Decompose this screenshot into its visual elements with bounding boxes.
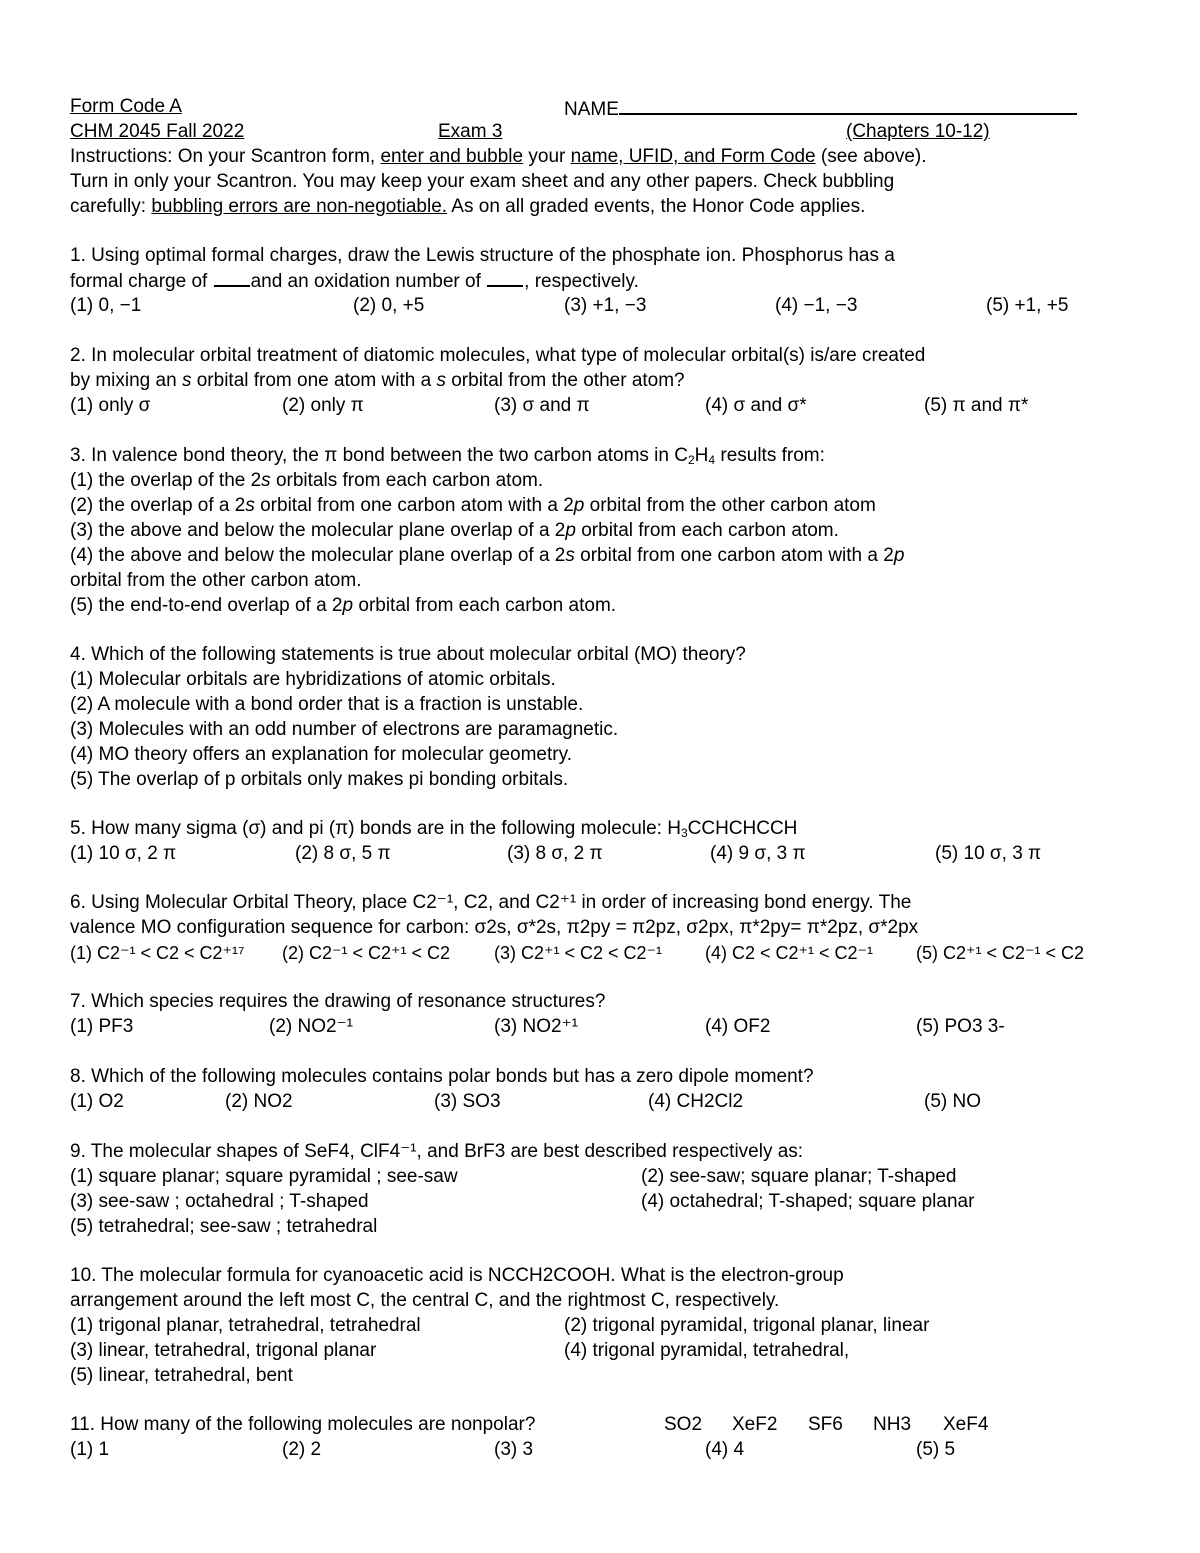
q1-stem-2 [70, 269, 639, 295]
q7-option-4: (4) OF2 [705, 1016, 771, 1037]
instr-text: As on all graded events, the Honor Code applies. [447, 196, 866, 217]
q3-italic: s [261, 470, 271, 491]
q9-option-4: (4) octahedral; T-shaped; square planar [641, 1191, 975, 1212]
q2-option-3: (3) σ and π [494, 395, 590, 416]
q3-text: (4) the above and below the molecular plane overlap of a 2 [70, 545, 566, 566]
q2-option-2: (2) only π [282, 395, 364, 416]
q9-options-row-2 [70, 1190, 1130, 1215]
q5-option-4: (4) 9 σ, 3 π [710, 843, 806, 864]
q10-option-3: (3) linear, tetrahedral, trigonal planar [70, 1340, 377, 1361]
q10-option-2: (2) trigonal pyramidal, trigonal planar, linear [564, 1315, 930, 1336]
q6-option-1: (1) C2⁻¹ < C2 < C2⁺¹⁷ [70, 943, 245, 963]
q1-option-2: (2) 0, +5 [353, 295, 425, 316]
q3-italic: s [565, 545, 575, 566]
q4-option-3: (3) Molecules with an odd number of electrons are paramagnetic. [70, 719, 619, 740]
q3-text: orbital from each carbon atom. [575, 520, 839, 541]
q3-stem [70, 444, 825, 469]
q11-molecule-2: XeF2 [732, 1414, 778, 1435]
q3-text: (3) the above and below the molecular plane overlap of a 2 [70, 520, 566, 541]
q10-options-row-2 [70, 1339, 1130, 1364]
form-code: Form Code A [70, 96, 182, 117]
q6-option-5: (5) C2⁺¹ < C2⁻¹ < C2 [916, 943, 1085, 963]
instructions-line-2: Turn in only your Scantron. You may keep your exam sheet and any other papers. Check bubbling [70, 171, 895, 192]
q3-italic: p [342, 595, 354, 616]
q2-italic: s [181, 370, 192, 391]
q1-option-1: (1) 0, −1 [70, 295, 142, 316]
q5-options [70, 842, 1130, 867]
q1-option-3: (3) +1, −3 [564, 295, 647, 316]
q11-molecule-3: SF6 [808, 1414, 843, 1435]
q8-option-5: (5) NO [924, 1091, 981, 1112]
q5-stem [70, 817, 797, 842]
q3-text: orbital from each carbon atom. [353, 595, 617, 616]
q5-text: 5. How many sigma (σ) and pi (π) bonds are in the following molecule: H [70, 818, 681, 839]
header-row-1 [70, 95, 619, 120]
instructions-line-1 [70, 145, 927, 170]
q8-option-4: (4) CH2Cl2 [648, 1091, 744, 1112]
q8-option-2: (2) NO2 [225, 1091, 293, 1112]
q6-stem-1: 6. Using Molecular Orbital Theory, place C2⁻¹, C2, and C2⁺¹ in order of increasing bond energy. The [70, 892, 912, 913]
q3-text: H [694, 445, 709, 466]
q5-option-1: (1) 10 σ, 2 π [70, 843, 177, 864]
q3-option-4-cont: orbital from the other carbon atom. [70, 570, 362, 591]
q2-option-4: (4) σ and σ* [705, 395, 807, 416]
instr-text: carefully: [70, 196, 152, 217]
name-label: NAME [564, 99, 619, 120]
chapters: (Chapters 10-12) [846, 121, 990, 142]
q3-italic: s [245, 495, 255, 516]
q11-stem [70, 1413, 1130, 1438]
q11-option-4: (4) 4 [705, 1439, 745, 1460]
q11-molecule-1: SO2 [664, 1414, 703, 1435]
q4-option-1: (1) Molecular orbitals are hybridizations of atomic orbitals. [70, 669, 556, 690]
q5-text: CCHCHCCH [687, 818, 798, 839]
q10-option-5: (5) linear, tetrahedral, bent [70, 1365, 293, 1386]
q11-option-5: (5) 5 [916, 1439, 956, 1460]
q6-options [70, 941, 1130, 966]
q6-option-2: (2) C2⁻¹ < C2⁺¹ < C2 [282, 943, 451, 963]
q11-options [70, 1438, 1130, 1463]
q9-options-row-1 [70, 1165, 1130, 1190]
q10-option-1: (1) trigonal planar, tetrahedral, tetrahedral [70, 1315, 421, 1336]
q2-stem-2 [70, 369, 685, 394]
instr-underlined: name, UFID, and Form Code [570, 146, 816, 167]
instr-text: (see above). [815, 146, 927, 167]
q9-stem: 9. The molecular shapes of SeF4, ClF4⁻¹, and BrF3 are best described respectively as: [70, 1141, 804, 1162]
q3-text: orbital from one carbon atom with a 2 [574, 545, 894, 566]
q8-option-3: (3) SO3 [434, 1091, 501, 1112]
q9-option-3: (3) see-saw ; octahedral ; T-shaped [70, 1191, 369, 1212]
q3-text: 3. In valence bond theory, the π bond between the two carbon atoms in C [70, 445, 688, 466]
q1-option-5: (5) +1, +5 [986, 295, 1069, 316]
q3-text: orbital from the other carbon atom [584, 495, 876, 516]
q10-stem-2: arrangement around the left most C, the central C, and the rightmost C, respectively. [70, 1290, 780, 1311]
q3-option-2 [70, 494, 876, 519]
q2-text: by mixing an [70, 370, 182, 391]
answer-blank [487, 269, 523, 287]
q11-molecule-4: NH3 [873, 1414, 912, 1435]
q11-question: 11. How many of the following molecules are nonpolar? [70, 1414, 536, 1435]
q4-option-2: (2) A molecule with a bond order that is a fraction is unstable. [70, 694, 584, 715]
q9-option-2: (2) see-saw; square planar; T-shaped [641, 1166, 957, 1187]
q10-stem-1: 10. The molecular formula for cyanoacetic acid is NCCH2COOH. What is the electron-group [70, 1265, 844, 1286]
q9-option-5: (5) tetrahedral; see-saw ; tetrahedral [70, 1216, 378, 1237]
q10-options-row-1 [70, 1314, 1130, 1339]
q9-option-1: (1) square planar; square pyramidal ; see-saw [70, 1166, 458, 1187]
q6-stem-2: valence MO configuration sequence for carbon: σ2s, σ*2s, π2py = π2pz, σ2px, π*2py= π*2pz, σ*2px [70, 917, 919, 938]
q7-option-1: (1) PF3 [70, 1016, 134, 1037]
q4-stem: 4. Which of the following statements is true about molecular orbital (MO) theory? [70, 644, 746, 665]
subscript: 2 [687, 453, 695, 467]
q4-option-4: (4) MO theory offers an explanation for molecular geometry. [70, 744, 572, 765]
q5-option-2: (2) 8 σ, 5 π [295, 843, 391, 864]
q4-option-5: (5) The overlap of p orbitals only makes pi bonding orbitals. [70, 769, 569, 790]
instructions-line-3 [70, 195, 865, 220]
q3-text: results from: [715, 445, 825, 466]
q2-text: orbital from one atom with a [191, 370, 437, 391]
q2-italic: s [436, 370, 446, 391]
q3-text: (5) the end-to-end overlap of a 2 [70, 595, 343, 616]
q3-text: orbital from one carbon atom with a 2 [254, 495, 574, 516]
q7-options [70, 1015, 1130, 1040]
q1-text: , respectively. [524, 271, 639, 292]
answer-blank [214, 269, 250, 287]
q6-option-4: (4) C2 < C2⁺¹ < C2⁻¹ [705, 943, 874, 963]
course-code: CHM 2045 Fall 2022 [70, 121, 245, 142]
q8-option-1: (1) O2 [70, 1091, 124, 1112]
q7-option-5: (5) PO3 3- [916, 1016, 1005, 1037]
q8-stem: 8. Which of the following molecules contains polar bonds but has a zero dipole moment? [70, 1066, 814, 1087]
q3-option-1 [70, 469, 543, 494]
q1-text: formal charge of [70, 271, 213, 292]
q6-option-3: (3) C2⁺¹ < C2 < C2⁻¹ [494, 943, 663, 963]
q2-text: orbital from the other atom? [445, 370, 685, 391]
q1-options [70, 294, 1130, 319]
q11-option-1: (1) 1 [70, 1439, 110, 1460]
q7-stem: 7. Which species requires the drawing of resonance structures? [70, 991, 606, 1012]
instr-text: Instructions: On your Scantron form, [70, 146, 381, 167]
q10-option-4: (4) trigonal pyramidal, tetrahedral, [564, 1340, 850, 1361]
q5-option-5: (5) 10 σ, 3 π [935, 843, 1042, 864]
q3-text: (2) the overlap of a 2 [70, 495, 246, 516]
q3-option-5 [70, 594, 616, 619]
q11-option-2: (2) 2 [282, 1439, 322, 1460]
q2-option-5: (5) π and π* [924, 395, 1029, 416]
q2-options [70, 394, 1130, 419]
q3-text: orbitals from each carbon atom. [270, 470, 544, 491]
q3-option-4 [70, 544, 904, 569]
instr-underlined: enter and bubble [380, 146, 524, 167]
q3-option-3 [70, 519, 839, 544]
q3-italic: p [893, 545, 905, 566]
name-field [564, 95, 1077, 123]
q11-option-3: (3) 3 [494, 1439, 534, 1460]
name-blank [619, 95, 1077, 115]
q8-options [70, 1090, 1130, 1115]
q2-option-1: (1) only σ [70, 395, 151, 416]
q11-molecule-5: XeF4 [943, 1414, 989, 1435]
q7-option-3: (3) NO2⁺¹ [494, 1016, 578, 1037]
q3-italic: p [565, 520, 576, 541]
q1-option-4: (4) −1, −3 [775, 295, 858, 316]
q7-option-2: (2) NO2⁻¹ [269, 1016, 353, 1037]
header-row-2 [70, 120, 1025, 145]
q3-text: (1) the overlap of the 2 [70, 470, 262, 491]
q1-text: and an oxidation number of [250, 271, 487, 292]
subscript: 4 [708, 453, 716, 467]
q3-italic: p [573, 495, 585, 516]
exam-number: Exam 3 [438, 121, 503, 142]
q2-stem-1: 2. In molecular orbital treatment of diatomic molecules, what type of molecular orbital(s) is/are created [70, 345, 926, 366]
subscript: 3 [680, 826, 688, 840]
q1-stem-1: 1. Using optimal formal charges, draw the Lewis structure of the phosphate ion. Phosphorus has a [70, 245, 895, 266]
instr-underlined: bubbling errors are non-negotiable. [151, 196, 448, 217]
instr-text: your [523, 146, 571, 167]
q5-option-3: (3) 8 σ, 2 π [507, 843, 603, 864]
